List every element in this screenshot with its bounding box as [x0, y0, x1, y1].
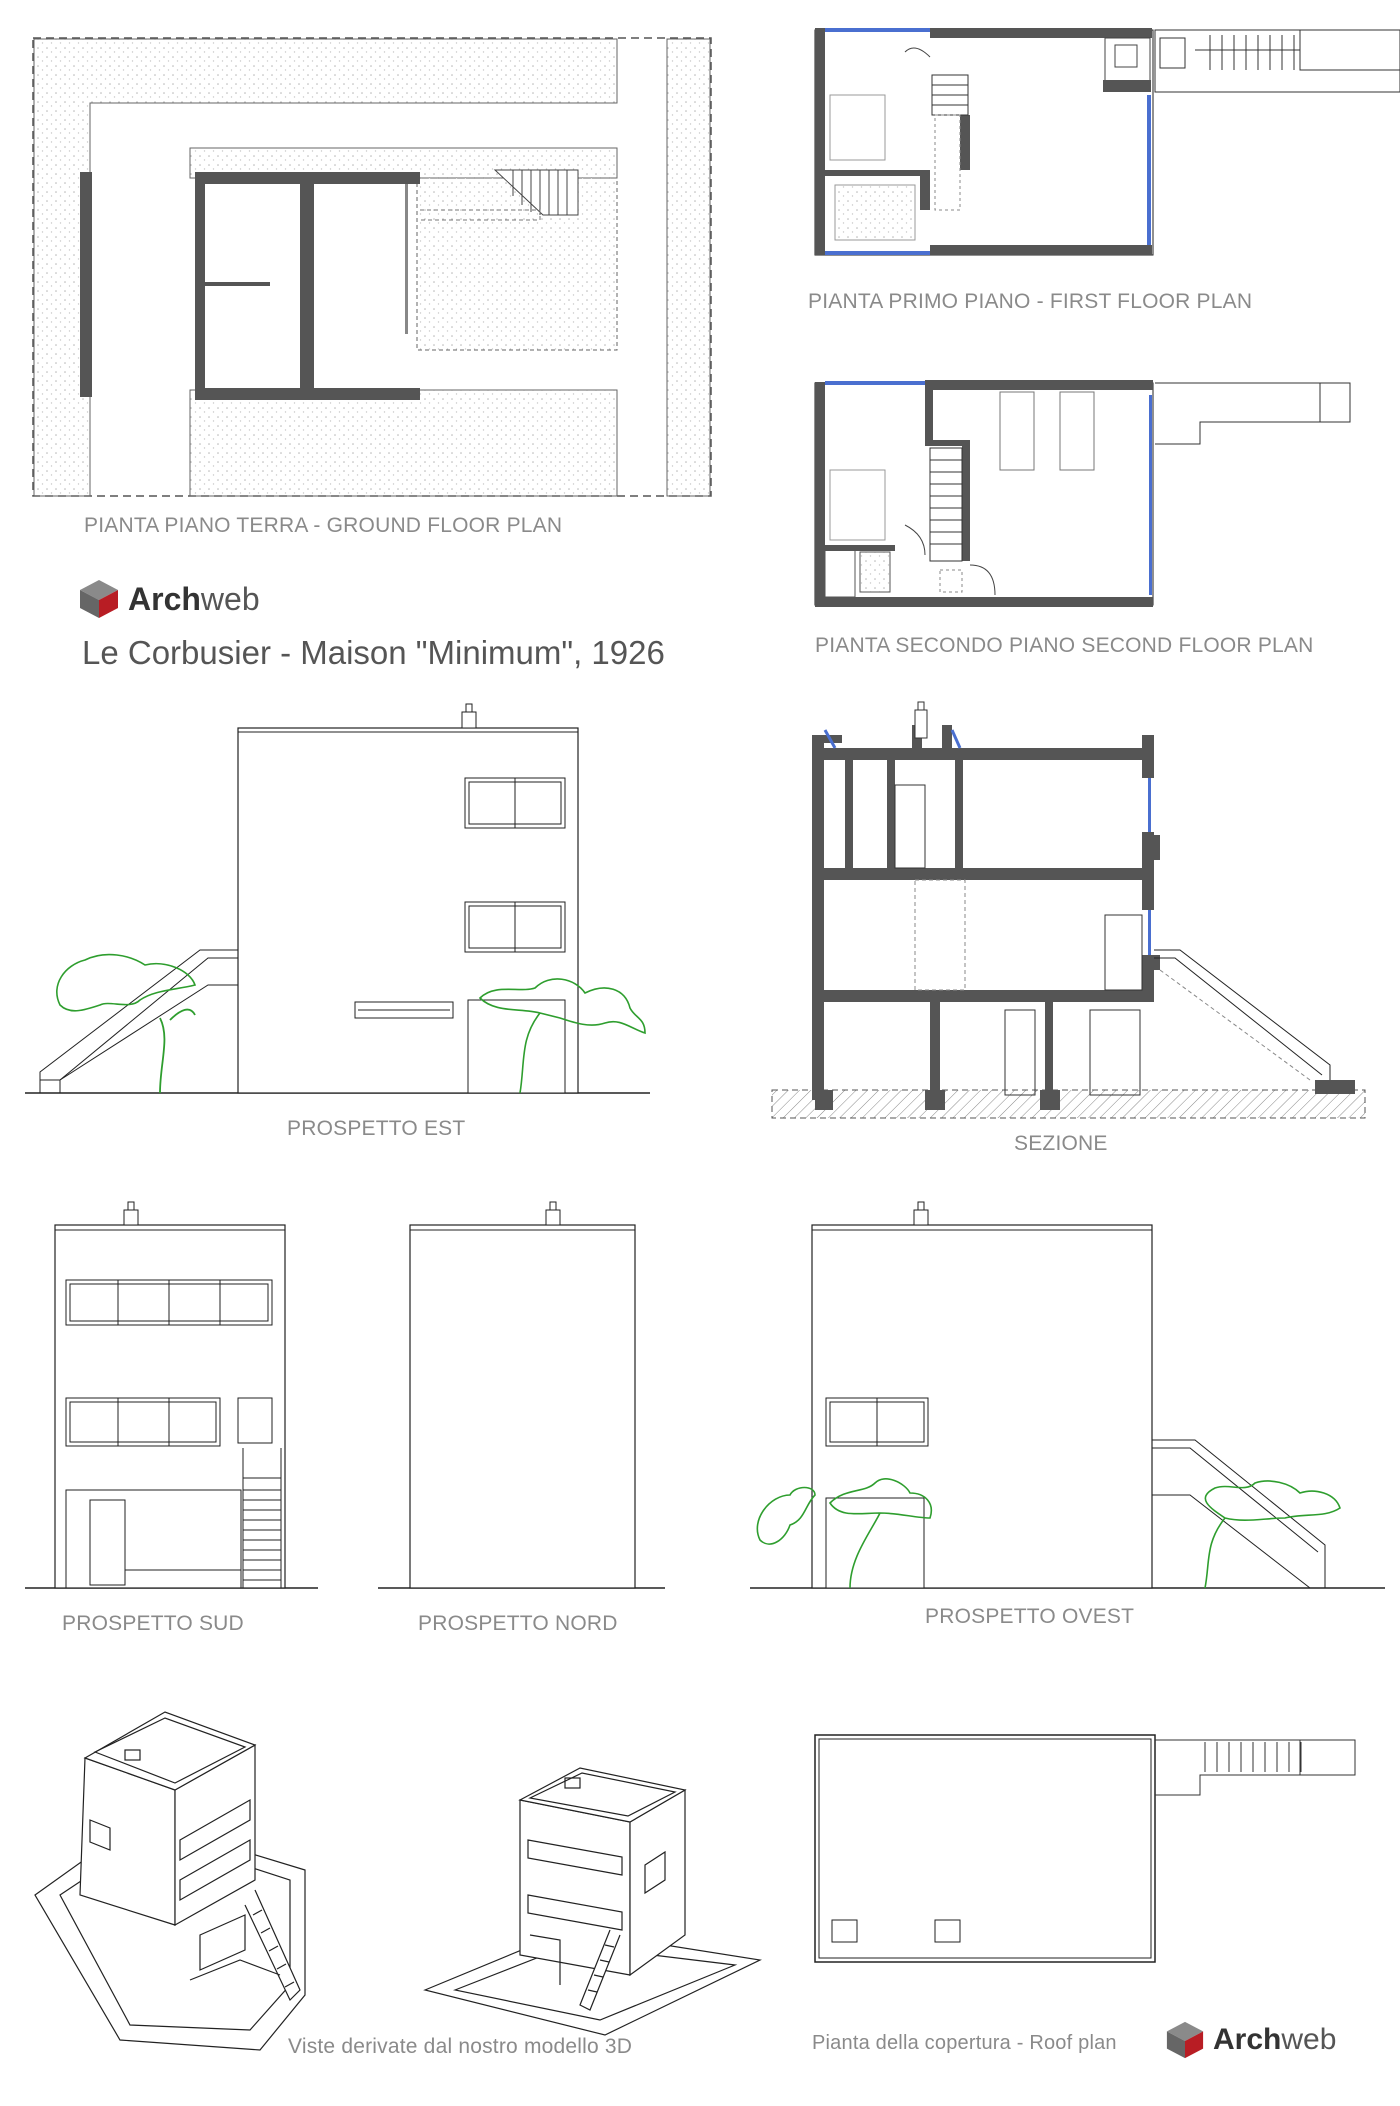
3d-view-left [35, 1712, 305, 2050]
south-elevation-label: PROSPETTO SUD [62, 1612, 244, 1635]
cube-logo-icon [1165, 2020, 1205, 2060]
ground-floor-plan [33, 38, 711, 496]
north-elevation [378, 1202, 665, 1588]
second-floor-label: PIANTA SECONDO PIANO SECOND FLOOR PLAN [815, 634, 1314, 657]
cube-logo-icon [78, 578, 120, 620]
south-elevation [25, 1202, 318, 1588]
brand-logo-bottom [1165, 2020, 1336, 2060]
first-floor-label: PIANTA PRIMO PIANO - FIRST FLOOR PLAN [808, 290, 1253, 313]
east-elevation-label: PROSPETTO EST [287, 1117, 466, 1140]
roof-plan [815, 1735, 1355, 1962]
first-floor-plan [815, 28, 1400, 255]
east-elevation [25, 704, 650, 1093]
west-elevation-label: PROSPETTO OVEST [925, 1605, 1135, 1628]
brand-name: Archweb [1213, 2023, 1337, 2056]
roof-plan-label: Pianta della copertura - Roof plan [812, 2032, 1117, 2054]
page-title: Le Corbusier - Maison "Minimum", 1926 [82, 634, 665, 671]
ground-floor-label: PIANTA PIANO TERRA - GROUND FLOOR PLAN [84, 514, 563, 537]
brand-logo-top [78, 578, 260, 620]
3d-view-right [425, 1768, 760, 2035]
section-label: SEZIONE [1014, 1132, 1108, 1155]
3d-views-label: Viste derivate dal nostro modello 3D [288, 2035, 633, 2058]
brand-name: Archweb [128, 580, 260, 617]
north-elevation-label: PROSPETTO NORD [418, 1612, 618, 1635]
west-elevation [750, 1202, 1385, 1588]
section [772, 702, 1365, 1118]
second-floor-plan [815, 380, 1350, 607]
